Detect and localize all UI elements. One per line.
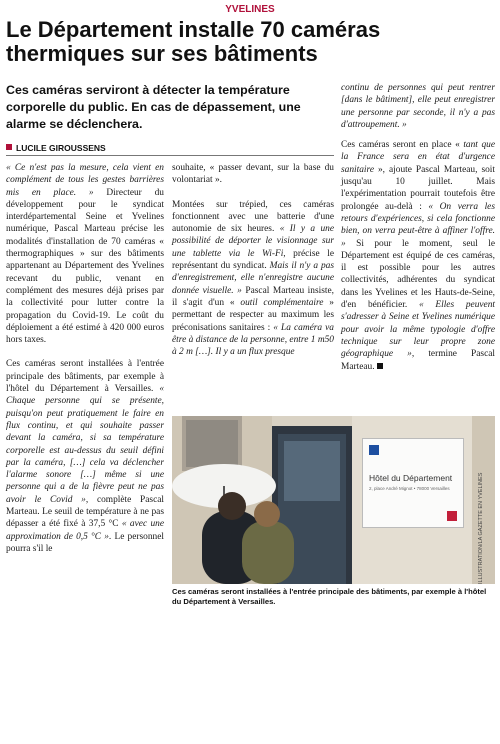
byline-marker-icon: [6, 144, 12, 150]
sign-emblem-icon: [447, 511, 457, 521]
sign-title: Hôtel du Département: [369, 473, 453, 483]
paragraph: Montées sur trépied, ces caméras fonctionnent avec une batterie d'une autonomie de six heures. « Il y a une possibilité de déporter le visionnage sur une tablette via le Wi-Fi, précise le représentant du syndicat. Mais il n'y a pas d'enregistrement, elle n'enregistre aucune donnée visuelle. » Pascal Marteau insiste, il s'agit d'un « outil complémentaire » permettant de respecter au maximum les préconisations sanitaires : « La caméra va être à distance de la personne, entre 1 m50 à 2 m […]. Il y a un flux presque: [172, 199, 334, 358]
sign-logo-icon: [369, 445, 379, 455]
photo-caption: Ces caméras seront installées à l'entrée principale des bâtiments, par exemple à l'hôtel du Département à Versailles.: [172, 587, 487, 606]
article-column-2: [172, 162, 334, 358]
building-sign: [362, 438, 464, 528]
photo-credit: ILLUSTRATION/LA GAZETTE EN YVELINES: [478, 472, 484, 584]
author-name: LUCILE GIROUSSENS: [16, 143, 106, 153]
section-rubric: YVELINES: [225, 4, 275, 15]
paragraph: « Ce n'est pas la mesure, cela vient en complément de tous les gestes barrières mis en place. » Directeur du développement pour le syndicat interdépartemental Seine et Yvelines numérique, Pascal Marteau précise les modalités d'installation de 70 caméras « thermographiques » sur des bâtiments appartenant au Département des Yvelines recevant du public, venant en complément des mesures déjà prises par la collectivité pour lutter contre la propagation du Covid-19. Le coût du déploiement a été estimé à 420 000 euros hors taxes.: [6, 163, 164, 346]
standfirst: Ces caméras serviront à détecter la température corporelle du public. En cas de dépassement, une alarme se déclenchera.: [6, 83, 301, 131]
byline: [6, 143, 171, 153]
end-mark-icon: [377, 363, 383, 369]
paragraph: Ces caméras seront installées à l'entrée principale des bâtiments, par exemple à l'hôtel du Département à Versailles. « Chaque personne qui se présente, puisqu'on peut pratiquement le faire en flux continu, et qui souhaite passer devant la caméra, si sa température corporelle est au-dessus du seuil défini par la caméra, […] cela va déclencher l'alarme sonore […] même si une personne qui a de la fièvre peut ne pas avoir le Covid », complète Pascal Marteau. Le seuil de température à ne pas dépasser a été fixé à 37,5 °C « avec une approximation de 0,5 °C ». Le personnel pourra s'il le: [6, 359, 164, 554]
paragraph: Ces caméras seront en place « tant que la France sera en état d'urgence sanitaire », ajoute Pascal Marteau, soit jusqu'au 10 juillet. Mais l'expérimentation pourrait toutefois être prolongée au-delà : « On verra les retours d'expériences, si cela fonctionne bien, on verra peut-être à affiner l'offre. » Si pour le moment, seul le Département est équipé de ces caméras, il est possible pour les autres collectivités, adhérentes du syndicat dans les Yvelines et les Hauts-de-Seine, d'en bénéficier. « Elles peuvent s'adresser à Seine et Yvelines numérique pour avoir la même typologie d'offre technique sur leur propre zone géographique », termine Pascal Marteau.: [341, 140, 496, 372]
sign-address: 2, place André Mignot • 78000 Versailles: [369, 486, 450, 491]
headline: Le Département installe 70 caméras thermiques sur ses bâtiments: [6, 17, 381, 66]
article-column-3: [341, 82, 495, 373]
byline-rule: [6, 155, 334, 156]
article-column-1: [6, 162, 164, 555]
article-photo: [172, 416, 495, 584]
paragraph: souhaite, « passer devant, sur la base du volontariat ».: [172, 163, 334, 186]
paragraph: continu de personnes qui peut rentrer [dans le bâtiment], elle peut enregistrer une personne par seconde, il n'y a pas d'attroupement. »: [341, 83, 495, 130]
